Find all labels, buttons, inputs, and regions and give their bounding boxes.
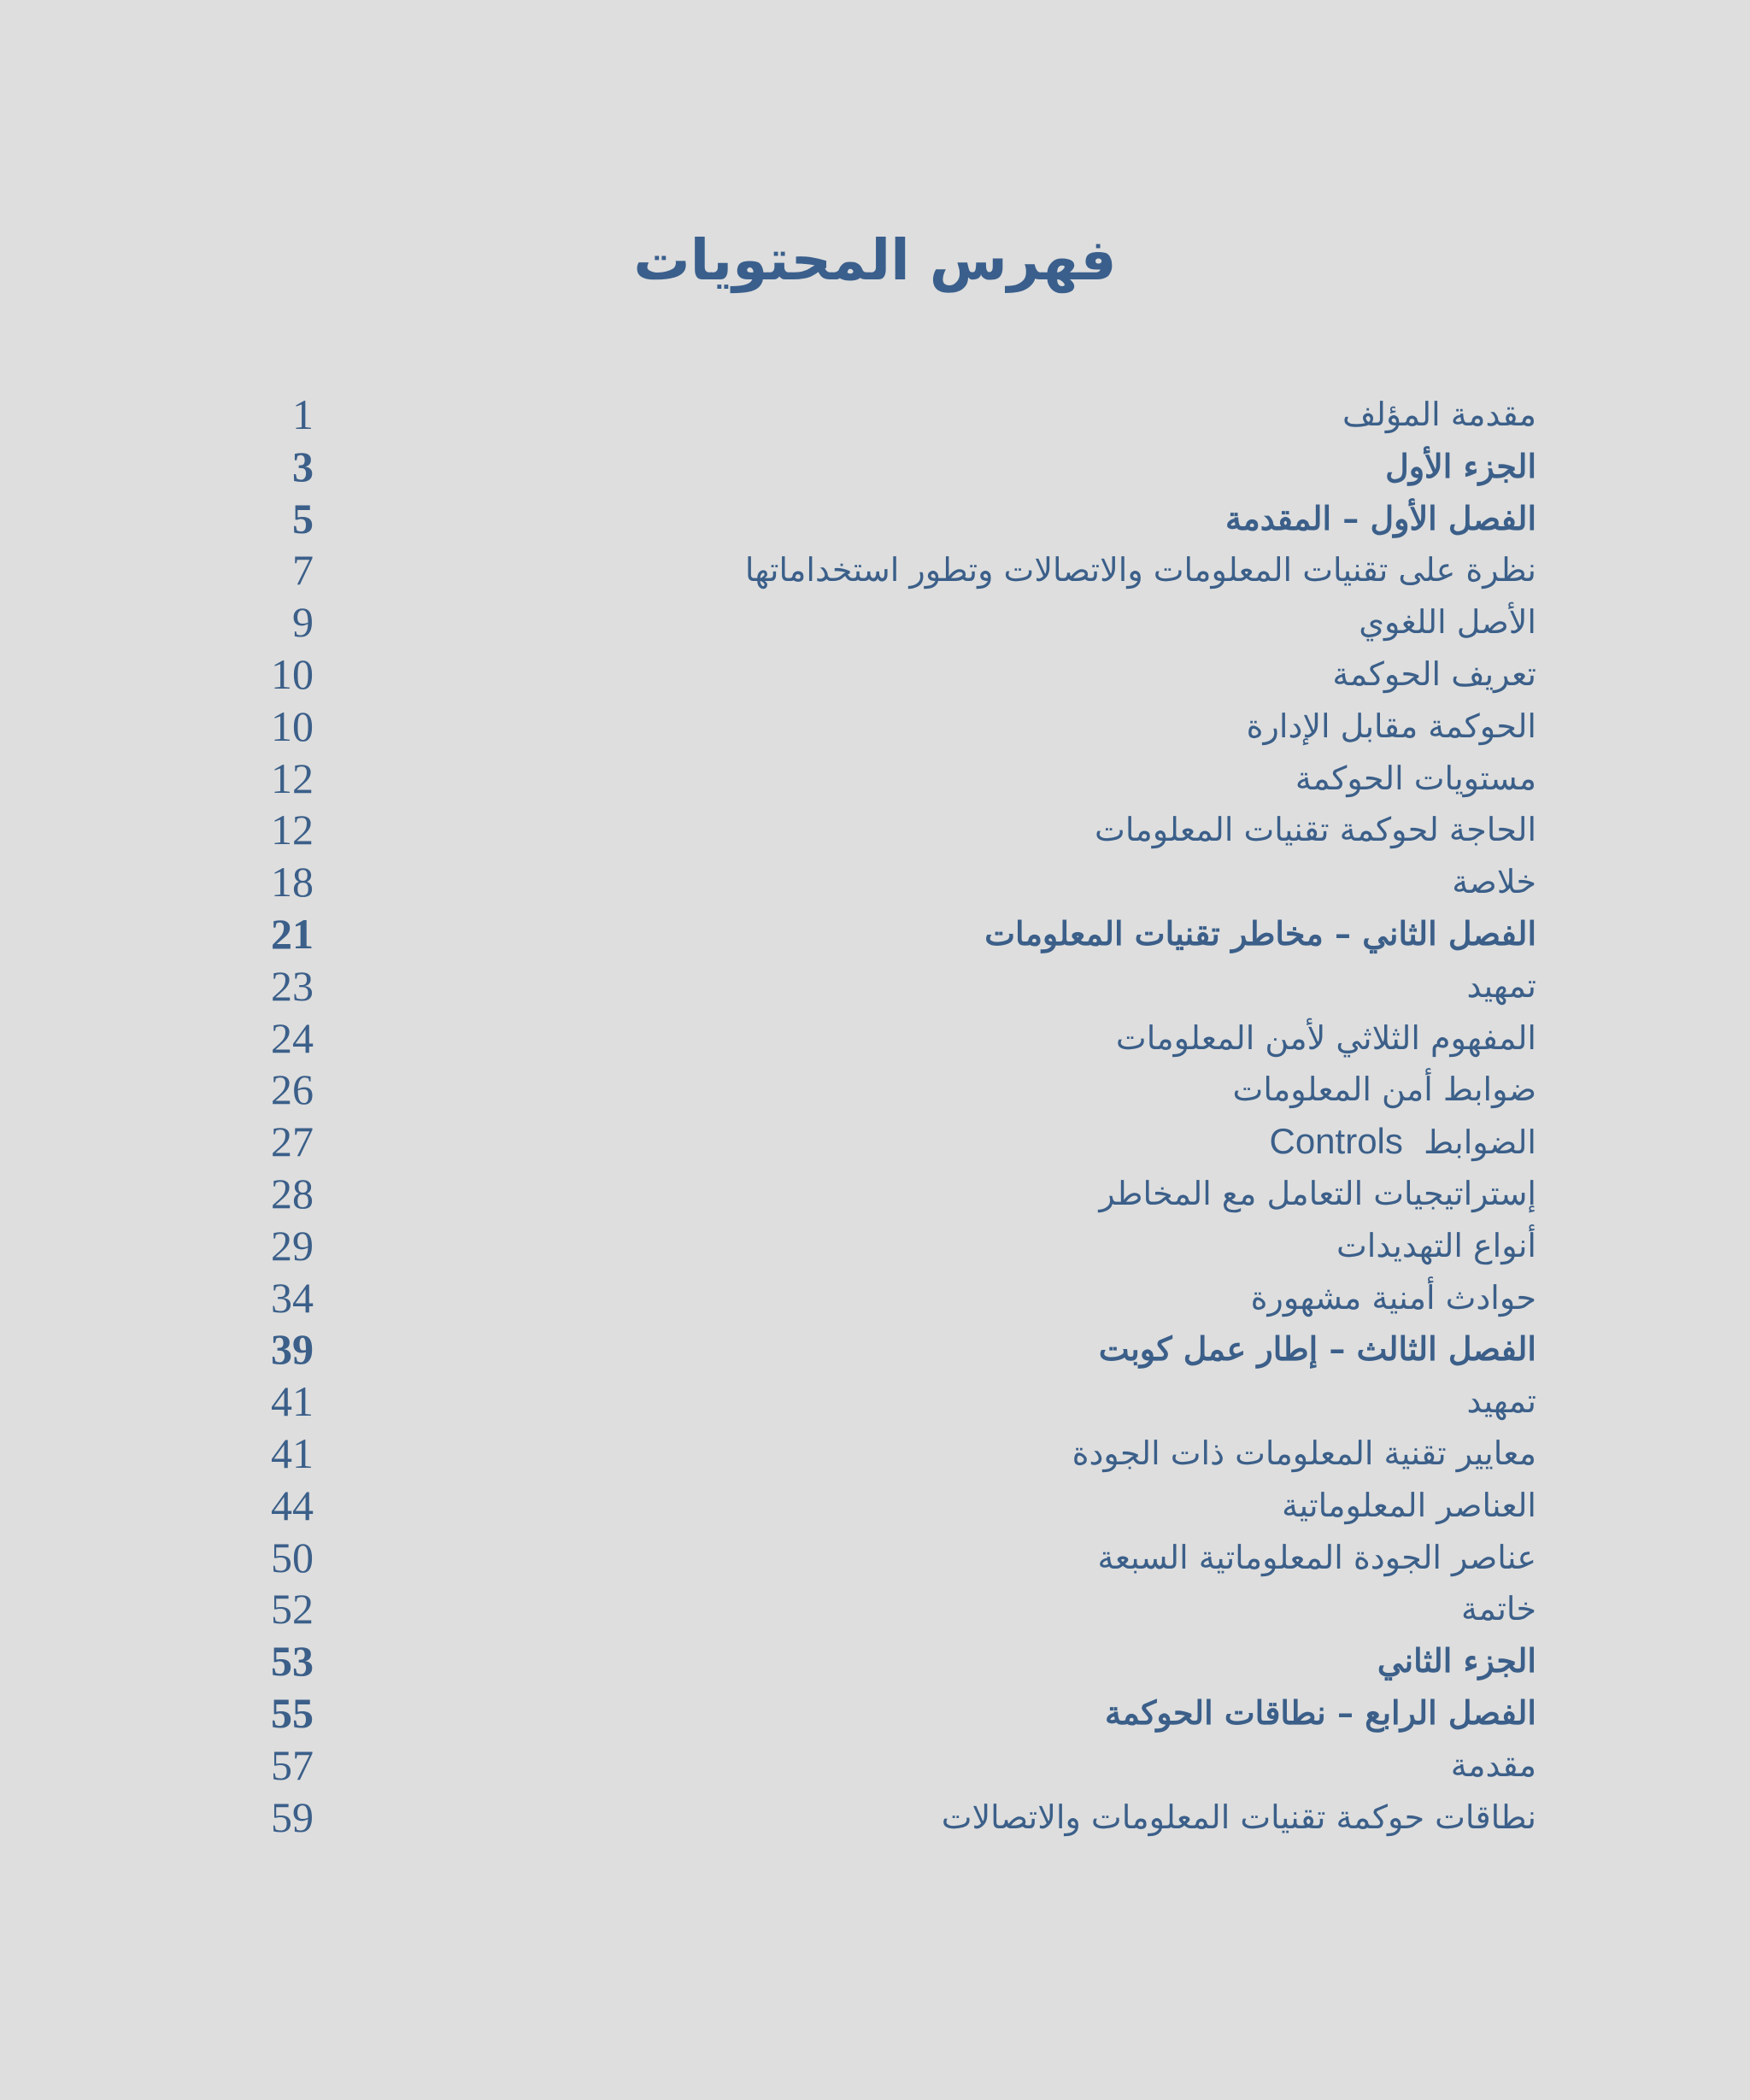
toc-entry — [0, 804, 1750, 856]
toc-entry-page: 28 — [271, 1169, 314, 1217]
toc-entry-label: الحاجة لحوكمة تقنيات المعلومات — [1095, 811, 1536, 849]
toc-entry-label: الحوكمة مقابل الإدارة — [1246, 707, 1536, 745]
toc-entry-label: ضوابط أمن المعلومات — [1232, 1071, 1536, 1109]
toc-entry-label: مستويات الحوكمة — [1295, 759, 1536, 797]
toc-entry-page: 12 — [271, 754, 314, 802]
toc-entry-label: مقدمة المؤلف — [1342, 396, 1536, 433]
toc-entry-label: حوادث أمنية مشهورة — [1250, 1278, 1536, 1317]
toc-entry — [0, 1792, 1750, 1844]
toc-entry-page: 53 — [271, 1637, 314, 1686]
toc-entry-label: تمهيد — [1466, 966, 1536, 1005]
toc-entry — [0, 960, 1750, 1012]
toc-entry-page: 59 — [271, 1792, 314, 1841]
toc-entry-page: 26 — [271, 1065, 314, 1114]
toc-entry — [0, 701, 1750, 753]
toc-entry-label: عناصر الجودة المعلوماتية السبعة — [1097, 1538, 1536, 1576]
toc-chapter-heading — [0, 1687, 1750, 1739]
toc-entry-page: 34 — [271, 1273, 314, 1322]
toc-entry-label: إستراتيجيات التعامل مع المخاطر — [1099, 1174, 1536, 1212]
toc-entry-page: 41 — [271, 1428, 314, 1477]
toc-entry-page: 50 — [271, 1533, 314, 1581]
toc-entry — [0, 544, 1750, 596]
toc-entry-label: تمهيد — [1466, 1382, 1536, 1421]
toc-list — [0, 389, 1750, 1843]
toc-entry-page: 57 — [271, 1740, 314, 1789]
toc-entry — [0, 1012, 1750, 1065]
toc-entry-label: أنواع التهديدات — [1336, 1226, 1536, 1264]
toc-entry-label: خاتمة — [1461, 1590, 1536, 1628]
toc-entry-label: نظرة على تقنيات المعلومات والاتصالات وتطور استخداماتها — [744, 551, 1536, 590]
toc-entry-page: 1 — [292, 390, 314, 438]
toc-entry-label-latin: Controls — [1269, 1121, 1403, 1162]
toc-entry — [0, 389, 1750, 441]
toc-part-heading — [0, 441, 1750, 493]
toc-entry-label: تعريف الحوكمة — [1332, 654, 1536, 693]
toc-entry — [0, 1428, 1750, 1480]
toc-entry — [0, 596, 1750, 648]
toc-entry-page: 21 — [271, 909, 314, 958]
toc-entry-page: 18 — [271, 858, 314, 906]
toc-entry-page: 39 — [271, 1325, 314, 1374]
toc-entry-page: 9 — [292, 598, 314, 647]
toc-entry-page: 24 — [271, 1013, 314, 1062]
toc-entry-label: المفهوم الثلاثي لأمن المعلومات — [1115, 1018, 1536, 1057]
toc-entry-page: 55 — [271, 1688, 314, 1737]
toc-chapter-heading — [0, 493, 1750, 545]
toc-chapter-heading — [0, 1323, 1750, 1376]
toc-entry-label: الفصل الثاني – مخاطر تقنيات المعلومات — [984, 913, 1536, 953]
toc-entry-page: 23 — [271, 961, 314, 1010]
toc-entry-label: نطاقات حوكمة تقنيات المعلومات والاتصالات — [941, 1798, 1536, 1836]
toc-entry-label: العناصر المعلوماتية — [1282, 1486, 1536, 1524]
toc-entry-page: 10 — [271, 701, 314, 750]
toc-entry-page: 5 — [292, 494, 314, 543]
toc-chapter-heading — [0, 908, 1750, 960]
toc-entry-page: 7 — [292, 546, 314, 595]
toc-entry-label: معايير تقنية المعلومات ذات الجودة — [1072, 1434, 1536, 1472]
toc-entry-page: 27 — [271, 1117, 314, 1166]
toc-entry-page: 41 — [271, 1377, 314, 1426]
toc-entry — [0, 753, 1750, 805]
toc-entry — [0, 1480, 1750, 1532]
toc-entry-label: الفصل الثالث – إطار عمل كوبت — [1098, 1329, 1536, 1369]
toc-entry-label: خلاصة — [1452, 863, 1536, 901]
toc-entry-label: الفصل الأول – المقدمة — [1225, 498, 1536, 537]
toc-entry — [0, 1064, 1750, 1116]
toc-entry — [0, 1532, 1750, 1584]
toc-entry-label-arabic: الضوابط — [1424, 1123, 1536, 1162]
toc-entry — [0, 1272, 1750, 1324]
toc-entry — [0, 1168, 1750, 1220]
toc-entry-page: 44 — [271, 1481, 314, 1529]
toc-part-heading — [0, 1635, 1750, 1687]
toc-entry — [0, 856, 1750, 908]
toc-entry-label: الجزء الأول — [1385, 446, 1536, 485]
toc-entry-page: 29 — [271, 1221, 314, 1270]
toc-entry — [0, 1376, 1750, 1428]
toc-entry — [0, 1116, 1750, 1168]
toc-entry — [0, 1220, 1750, 1272]
toc-entry-label: الجزء الثاني — [1377, 1641, 1536, 1681]
toc-entry-label: الفصل الرابع – نطاقات الحوكمة — [1104, 1692, 1536, 1732]
toc-entry-label: الأصل اللغوي — [1359, 603, 1536, 642]
toc-entry-page: 12 — [271, 806, 314, 854]
toc-entry-label: مقدمة — [1450, 1745, 1536, 1784]
toc-entry — [0, 1739, 1750, 1792]
toc-entry — [0, 1583, 1750, 1635]
toc-entry — [0, 648, 1750, 701]
toc-entry-page: 10 — [271, 649, 314, 698]
toc-entry-page: 3 — [292, 442, 314, 490]
toc-entry-label-mixed — [1269, 1116, 1536, 1168]
toc-entry-page: 52 — [271, 1585, 314, 1634]
page-title: فهرس المحتويات — [633, 227, 1117, 293]
